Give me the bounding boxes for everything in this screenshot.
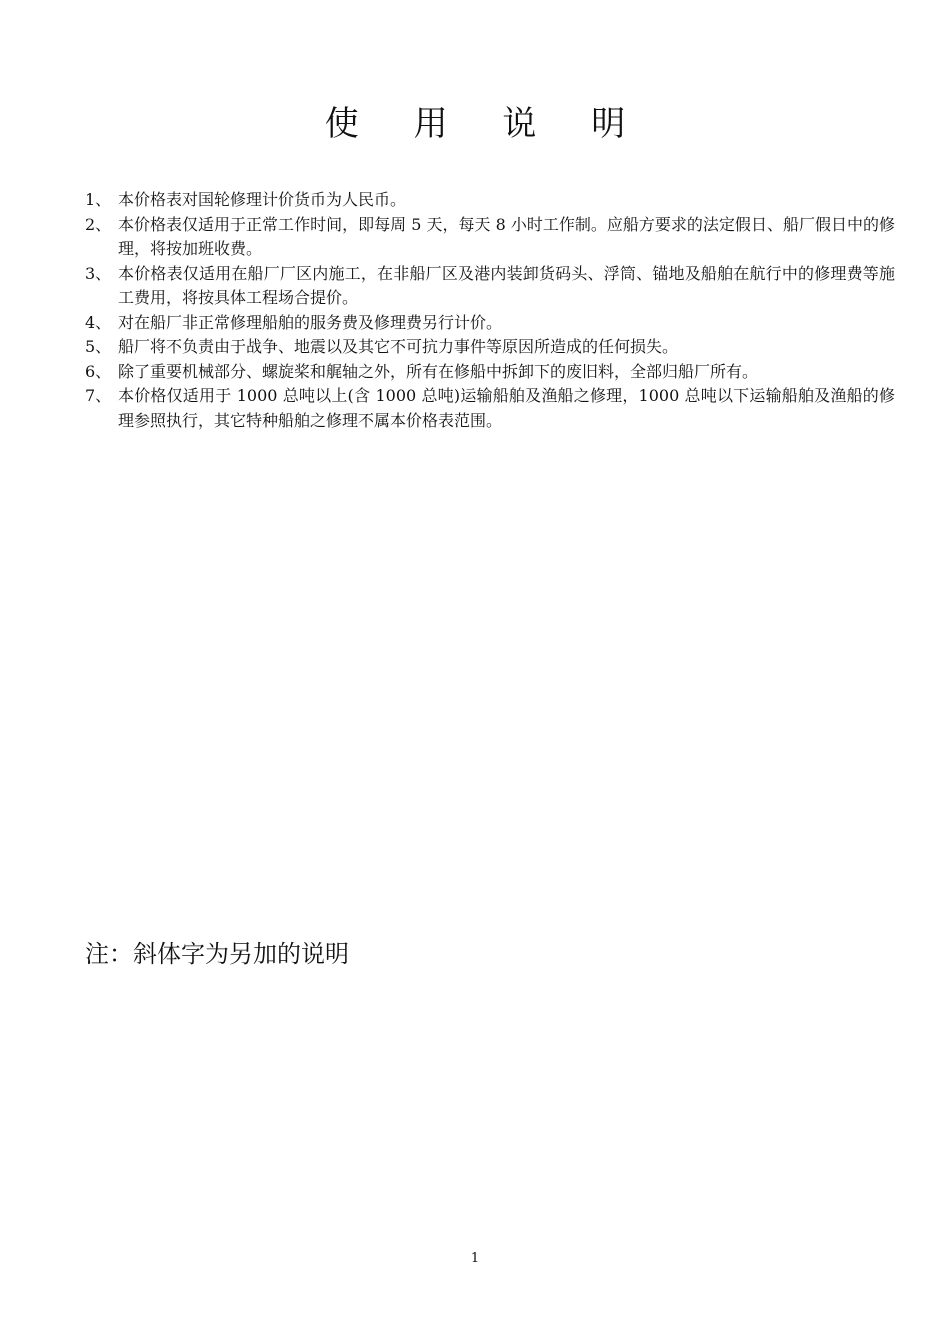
italic-note: 注：斜体字为另加的说明 xyxy=(85,940,349,968)
rule-text: 对在船厂非正常修理船舶的服务费及修理费另行计价。 xyxy=(118,312,503,332)
rule-number: 1、 xyxy=(85,190,112,209)
page-number: 1 xyxy=(470,1251,480,1266)
rule-number: 6、 xyxy=(85,361,112,381)
rule-item-7 xyxy=(85,384,895,433)
rule-item-3 xyxy=(85,262,895,311)
rule-text: 本价格表仅适用在船厂厂区内施工，在非船厂区及港内装卸货码头、浮筒、锚地及船舶在航行中的修理费等施工费用，将按具体工程场合提价。 xyxy=(118,263,895,307)
rule-text: 除了重要机械部分、螺旋桨和艉轴之外，所有在修船中拆卸下的废旧料，全部归船厂所有。 xyxy=(118,361,759,381)
rule-text: 本价格表对国轮修理计价货币为人民币。 xyxy=(118,190,407,209)
rule-item-1 xyxy=(85,188,895,213)
page-title: 使 用 说 明 xyxy=(324,104,648,144)
rules-list xyxy=(85,188,895,433)
rule-item-6 xyxy=(85,360,895,385)
rule-item-5 xyxy=(85,335,895,360)
rule-item-4 xyxy=(85,311,895,336)
rule-text: 本价格仅适用于 1000 总吨以上(含 1000 总吨)运输船舶及渔船之修理，1000 总吨以下运输船舶及渔船的修理参照执行，其它特种船舶之修理不属本价格表范围。 xyxy=(118,386,895,430)
rule-text: 船厂将不负责由于战争、地震以及其它不可抗力事件等原因所造成的任何损失。 xyxy=(118,337,679,356)
rule-number: 7、 xyxy=(85,386,112,405)
rule-item-2 xyxy=(85,213,895,262)
rule-number: 3、 xyxy=(85,263,112,283)
rule-number: 2、 xyxy=(85,214,112,234)
rule-number: 4、 xyxy=(85,312,112,332)
rule-number: 5、 xyxy=(85,337,112,356)
rule-text: 本价格表仅适用于正常工作时间，即每周 5 天，每天 8 小时工作制。应船方要求的法定假日、船厂假日中的修理，将按加班收费。 xyxy=(118,214,895,258)
